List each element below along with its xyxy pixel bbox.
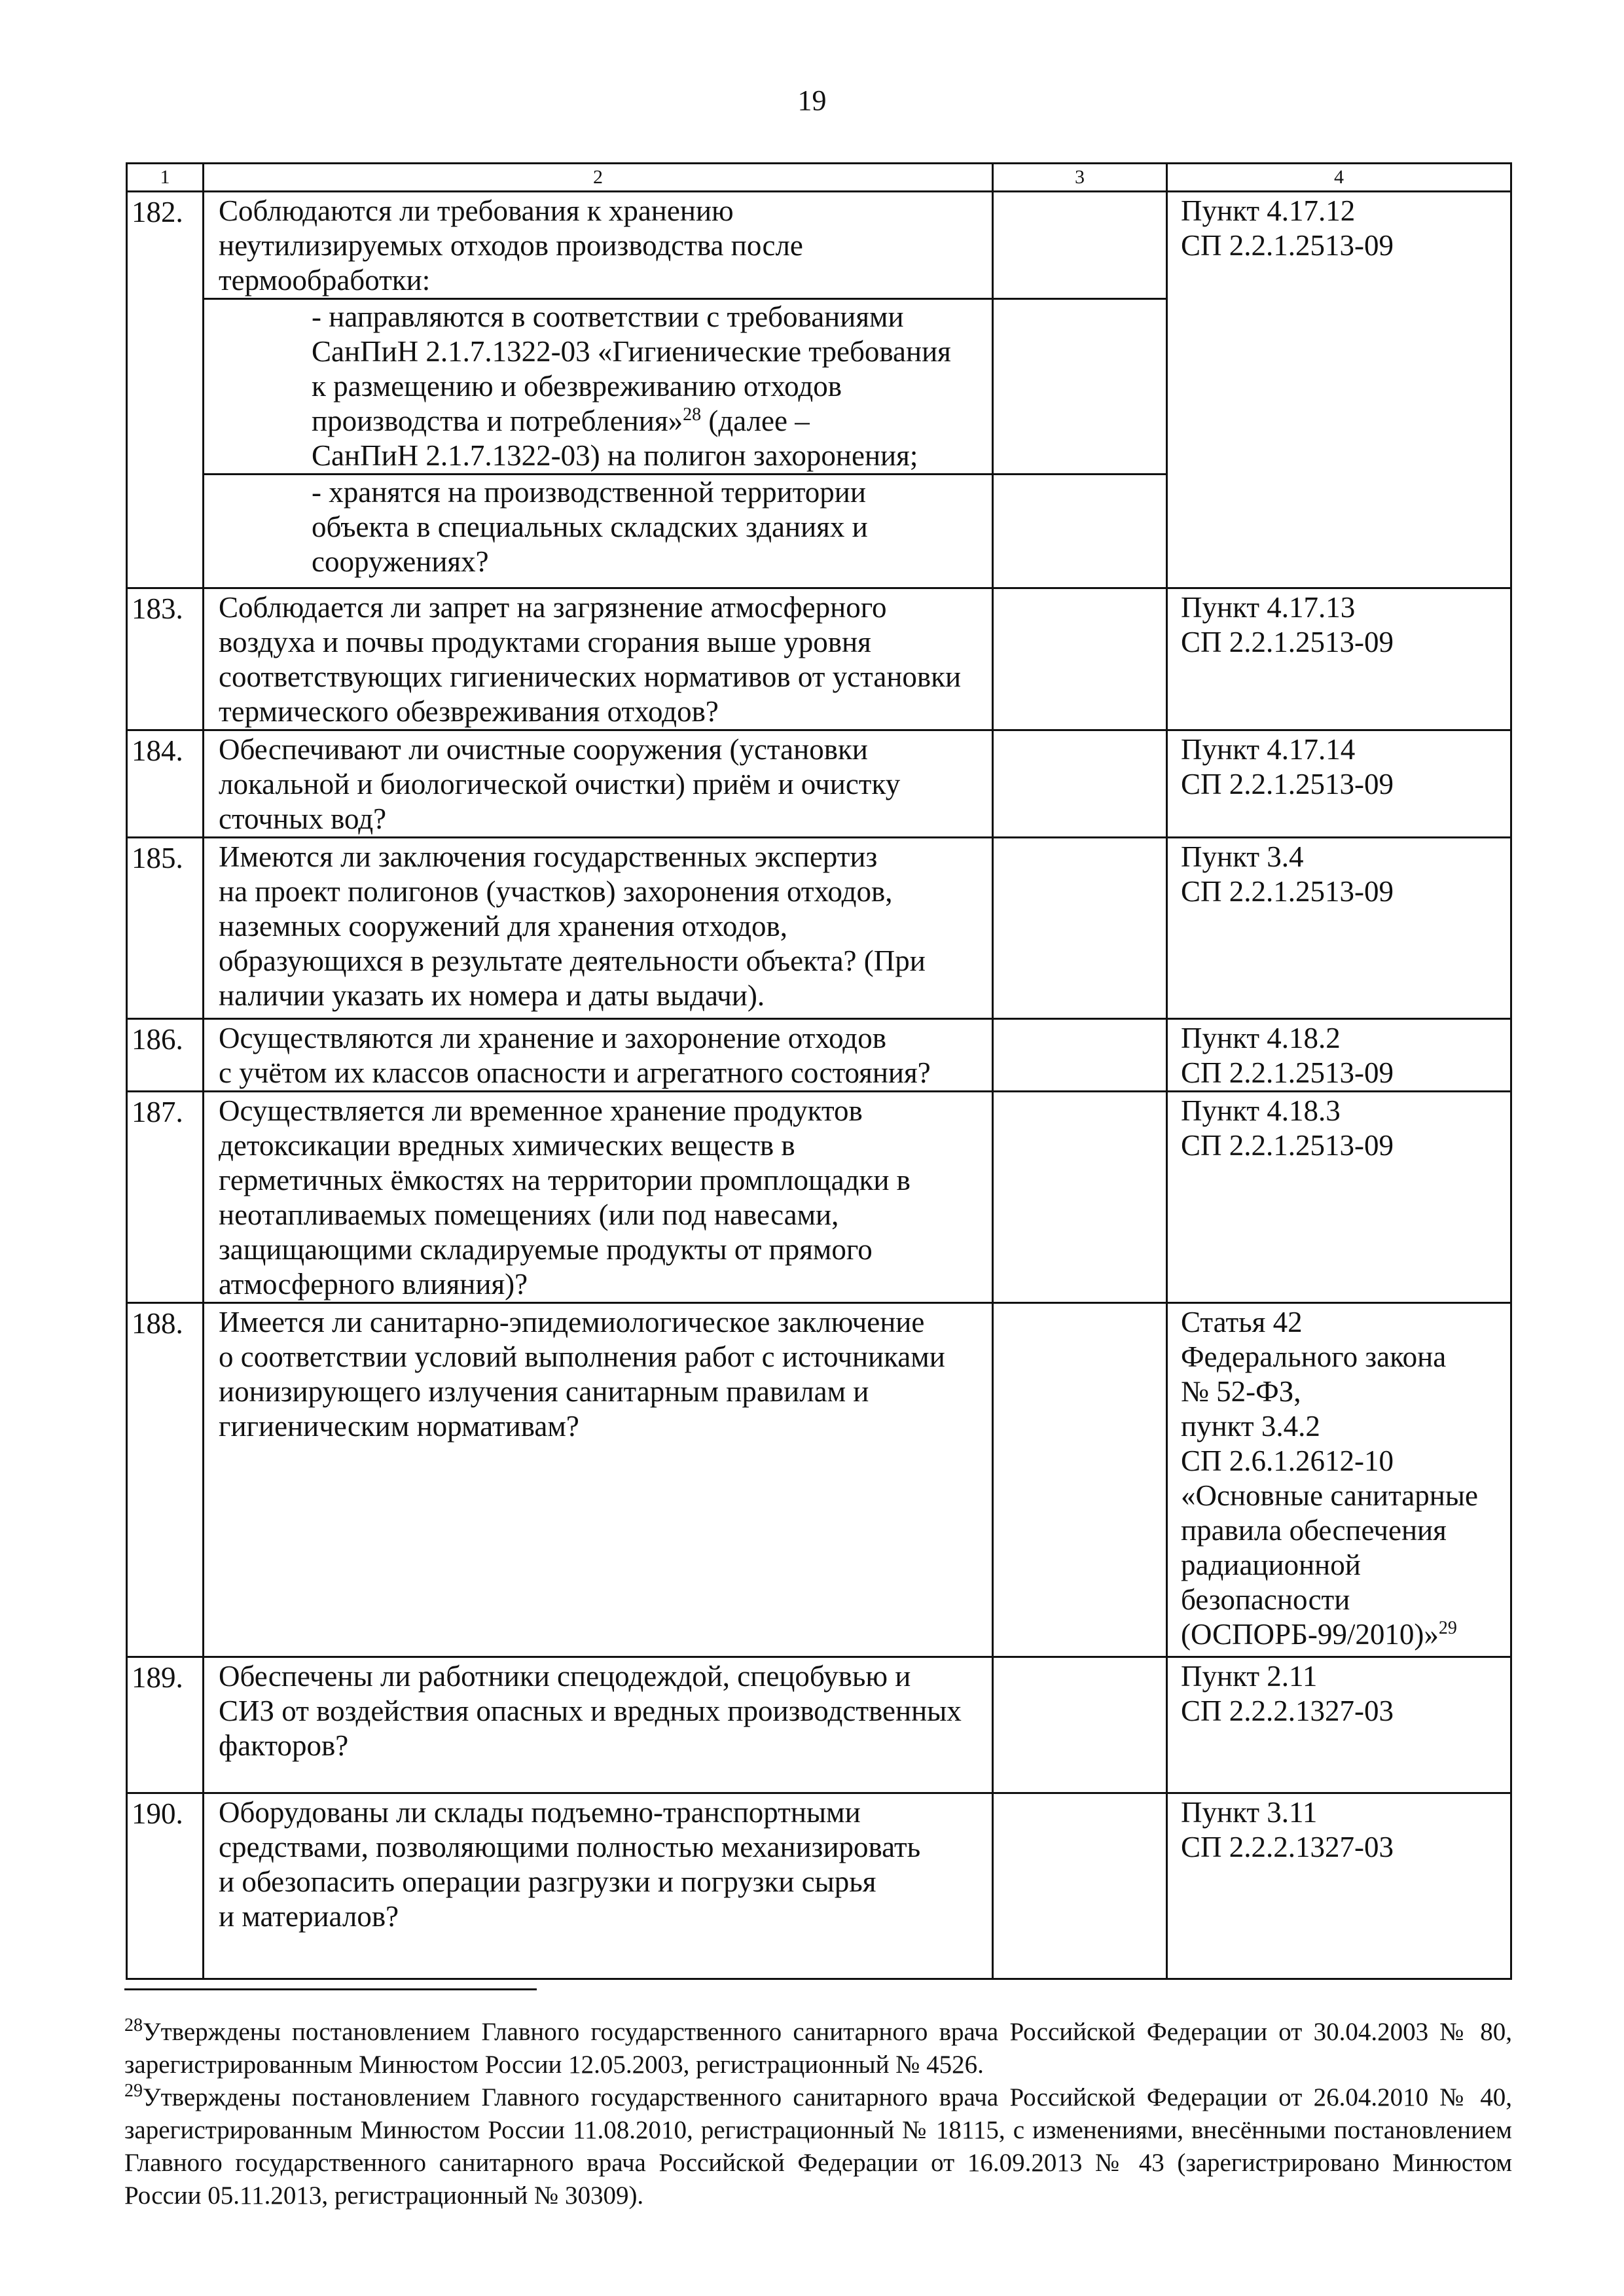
answer-cell[interactable] [993, 299, 1167, 475]
reference-text: Пункт 2.11 СП 2.2.2.1327-03 [1167, 1657, 1511, 1793]
footnote-separator [124, 1988, 537, 1990]
footnote [124, 2081, 1512, 2212]
answer-cell[interactable] [993, 1092, 1167, 1303]
question-text: Соблюдается ли запрет на загрязнение атмосферного воздуха и почвы продуктами сгорания выше уровня соответствующих гигиенических нормативов от установки термического обезвреживания отходов? [204, 588, 993, 730]
footnote-ref: 28 [683, 404, 702, 425]
table-row [127, 1019, 1511, 1092]
table-row [127, 1657, 1511, 1793]
header-col-4: 4 [1167, 164, 1511, 192]
question-text: Обеспечивают ли очистные сооружения (установки локальной и биологической очистки) приём и очистку сточных вод? [204, 730, 993, 838]
reference-text: Пункт 4.17.13 СП 2.2.1.2513-09 [1167, 588, 1511, 730]
question-text: Соблюдаются ли требования к хранению неутилизируемых отходов производства после термообработки: [204, 192, 993, 299]
row-number: 186. [127, 1019, 204, 1092]
table-header-row [127, 164, 1511, 192]
answer-cell[interactable] [993, 1657, 1167, 1793]
table-row [127, 1303, 1511, 1657]
table-row [127, 192, 1511, 299]
table-row [127, 1092, 1511, 1303]
footnote-ref: 29 [1438, 1618, 1457, 1638]
row-number: 187. [127, 1092, 204, 1303]
page-number: 19 [797, 84, 827, 117]
sub-question-text: - хранятся на производственной территории объекта в специальных складских зданиях и сооружениях? [204, 475, 993, 588]
row-number: 188. [127, 1303, 204, 1657]
question-text: Имеется ли санитарно-эпидемиологическое заключение о соответствии условий выполнения работ с источниками ионизирующего излучения санитарным правилам и гигиеническим нормативам? [204, 1303, 993, 1657]
reference-part: Статья 42 Федерального закона № 52-ФЗ, пункт 3.4.2 СП 2.6.1.2612-10 «Основные санитарные правила обеспечения радиационной безопасности (ОСПОРБ-99/2010)» [1181, 1306, 1478, 1651]
row-number: 183. [127, 588, 204, 730]
row-number: 190. [127, 1793, 204, 1979]
footnote-mark: 28 [124, 2015, 143, 2036]
answer-cell[interactable] [993, 588, 1167, 730]
header-col-3: 3 [993, 164, 1167, 192]
sub-question-text [204, 299, 993, 475]
answer-cell[interactable] [993, 730, 1167, 838]
question-text: Имеются ли заключения государственных экспертиз на проект полигонов (участков) захоронения отходов, наземных сооружений для хранения отходов, образующихся в результате деятельности объекта? (При наличии указать их номера и даты выдачи). [204, 838, 993, 1019]
reference-text: Пункт 4.17.14 СП 2.2.1.2513-09 [1167, 730, 1511, 838]
sub-question-part: (далее – СанПиН 2.1.7.1322-03) на полигон захоронения; [312, 404, 918, 472]
row-number: 189. [127, 1657, 204, 1793]
footnote-mark: 29 [124, 2081, 143, 2101]
row-number: 185. [127, 838, 204, 1019]
answer-cell[interactable] [993, 1303, 1167, 1657]
footnote-text: Утверждены постановлением Главного государственного санитарного врача Российской Федерации от 26.04.2010 № 40, зарегистрированным Минюстом России 11.08.2010, регистрационный № 18115, с изменениями, внесёнными постановлением Главного государственного санитарного врача Российской Федерации от 16.09.2013 № 43 (зарегистрировано Минюстом России 05.11.2013, регистрационный № 30309). [124, 2083, 1512, 2210]
reference-text: Пункт 4.17.12 СП 2.2.1.2513-09 [1167, 192, 1511, 588]
question-text: Осуществляется ли временное хранение продуктов детоксикации вредных химических веществ в герметичных ёмкостях на территории промплощадки в неотапливаемых помещениях (или под навесами, защищающими складируемые продукты от прямого атмосферного влияния)? [204, 1092, 993, 1303]
table-row [127, 1793, 1511, 1979]
footnote-text: Утверждены постановлением Главного государственного санитарного врача Российской Федерации от 30.04.2003 № 80, зарегистрированным Минюстом России 12.05.2003, регистрационный № 4526. [124, 2018, 1512, 2079]
question-text: Оборудованы ли склады подъемно-транспортными средствами, позволяющими полностью механизировать и обезопасить операции разгрузки и погрузки сырья и материалов? [204, 1793, 993, 1979]
question-text: Обеспечены ли работники спецодеждой, спецобувью и СИЗ от воздействия опасных и вредных производственных факторов? [204, 1657, 993, 1793]
reference-text [1167, 1303, 1511, 1657]
row-number: 184. [127, 730, 204, 838]
answer-cell[interactable] [993, 838, 1167, 1019]
row-number: 182. [127, 192, 204, 588]
header-col-2: 2 [204, 164, 993, 192]
reference-text: Пункт 3.11 СП 2.2.2.1327-03 [1167, 1793, 1511, 1979]
header-col-1: 1 [127, 164, 204, 192]
table-row [127, 588, 1511, 730]
checklist-table [126, 162, 1512, 1980]
answer-cell[interactable] [993, 1793, 1167, 1979]
reference-text: Пункт 4.18.2 СП 2.2.1.2513-09 [1167, 1019, 1511, 1092]
table-row [127, 730, 1511, 838]
reference-text: Пункт 3.4 СП 2.2.1.2513-09 [1167, 838, 1511, 1019]
answer-cell[interactable] [993, 1019, 1167, 1092]
sub-question-part: - направляются в соответствии с требованиями СанПиН 2.1.7.1322-03 «Гигиенические требования к размещению и обезвреживанию отходов производства и потребления» [312, 300, 951, 437]
answer-cell[interactable] [993, 192, 1167, 299]
table-row [127, 838, 1511, 1019]
answer-cell[interactable] [993, 475, 1167, 588]
reference-text: Пункт 4.18.3 СП 2.2.1.2513-09 [1167, 1092, 1511, 1303]
footnote [124, 2016, 1512, 2081]
question-text: Осуществляются ли хранение и захоронение отходов с учётом их классов опасности и агрегатного состояния? [204, 1019, 993, 1092]
